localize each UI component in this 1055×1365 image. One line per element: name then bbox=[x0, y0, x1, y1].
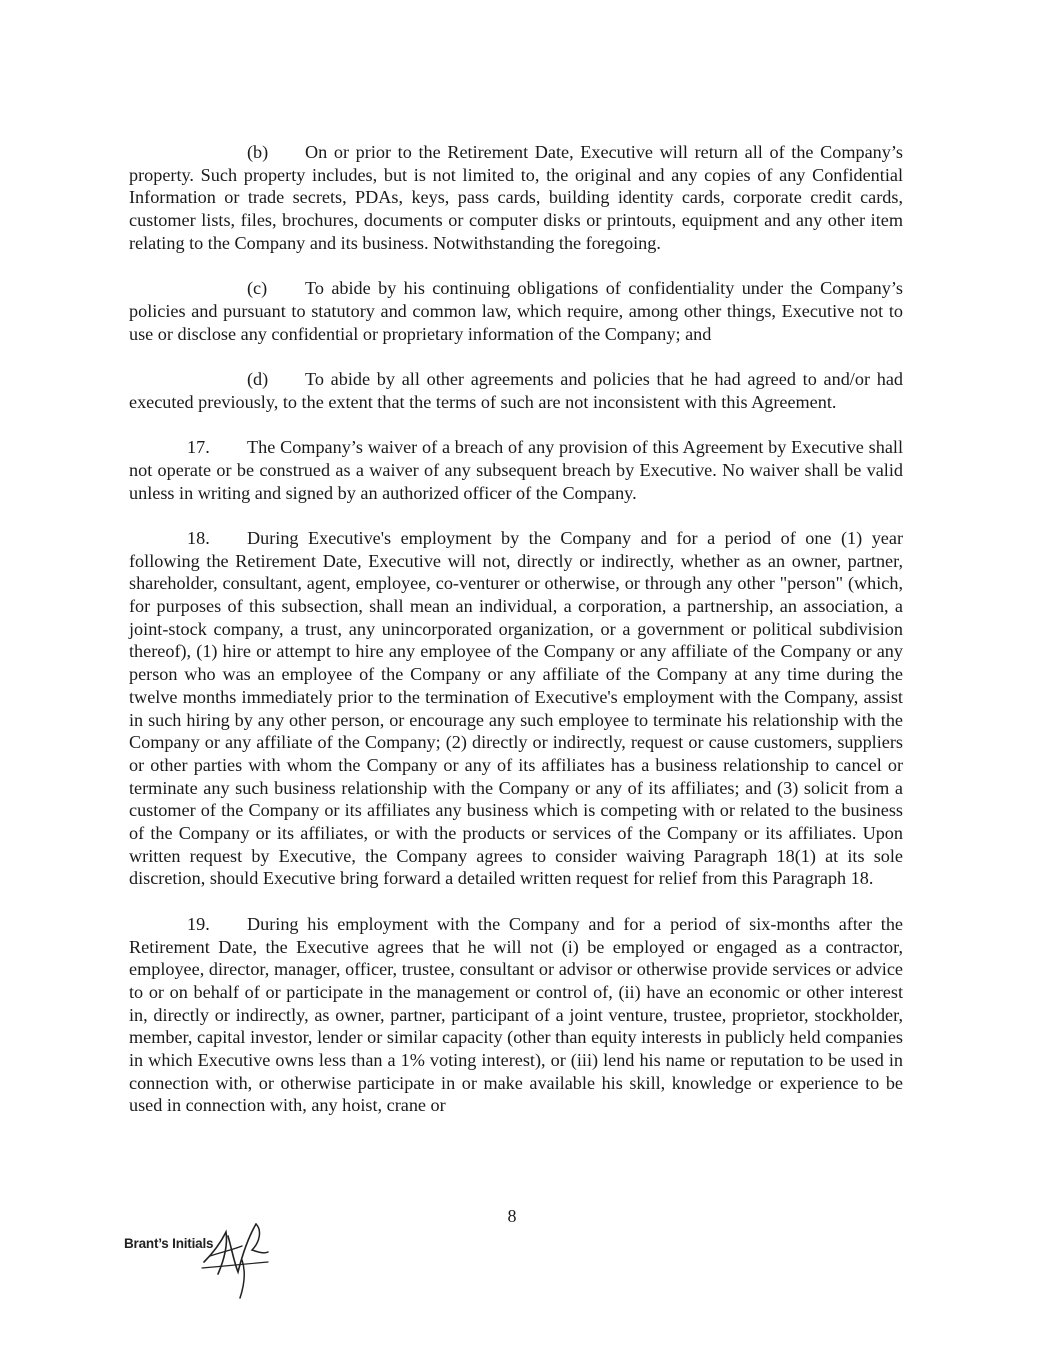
paragraph-label: (b) bbox=[247, 142, 269, 162]
paragraph-text: To abide by all other agreements and policies that he had agreed to and/or had executed previously, to the extent that the terms of such are not inconsistent with this Agreement. bbox=[129, 369, 903, 412]
paragraph-16d bbox=[129, 368, 903, 413]
paragraph-label: 19. bbox=[187, 913, 210, 934]
paragraph-16b bbox=[129, 141, 903, 255]
paragraph-text: On or prior to the Retirement Date, Executive will return all of the Company’s property. Such property includes, but is not limited to, the original and any copies of any Confidential Information or trade secrets, PDAs, keys, pass cards, building identity cards, corporate credit cards, customer lists, files, brochures, documents or computer disks or printouts, equipment and any other item relating to the Company and its business. Notwithstanding the foregoing. bbox=[129, 142, 903, 253]
paragraph-17 bbox=[129, 436, 903, 504]
page-number: 8 bbox=[507, 1206, 517, 1226]
paragraph-label: (d) bbox=[247, 369, 269, 389]
paragraph-label: (c) bbox=[247, 278, 268, 299]
handwritten-initials-signature bbox=[198, 1216, 278, 1300]
document-body bbox=[129, 141, 903, 1140]
paragraph-text: The Company’s waiver of a breach of any provision of this Agreement by Executive shall not operate or be construed as a waiver of any subsequent breach by Executive. No waiver shall be valid unless in writing and signed by an authorized officer of the Company. bbox=[129, 437, 903, 503]
initials-label: Brant’s Initials bbox=[124, 1236, 214, 1251]
paragraph-text: During his employment with the Company and for a period of six-months after the Retirement Date, the Executive agrees that he will not (i) be employed or engaged as a contractor, employee, director, manager, officer, trustee, consultant or advisor or otherwise provide services or advice to or on behalf of or participate in the management or control of, (ii) have an economic or other interest in, directly or indirectly, as owner, partner, participant of a joint venture, trustee, proprietor, stockholder, member, capital investor, lender or similar capacity (other than equity interests in publicly held companies in which Executive owns less than a 1% voting interest), or (iii) lend his name or reputation to be used in connection with, or otherwise participate in or make available his skill, knowledge or experience to be used in connection with, any hoist, crane or bbox=[129, 913, 903, 1116]
paragraph-text: During Executive's employment by the Company and for a period of one (1) year following the Retirement Date, Executive will not, directly or indirectly, whether as an owner, partner, shareholder, consultant, agent, employee, co-venturer or otherwise, or through any other "person" (which, for purposes of this subsection, shall mean an individual, a corporation, a partnership, an association, a joint-stock company, a trust, any unincorporated organization, or a government or political subdivision thereof), (1) hire or attempt to hire any employee of the Company or any affiliate of the Company or any person who was an employee of the Company or any affiliate of the Company at any time during the twelve months immediately prior to the termination of Executive's employment with the Company, assist in such hiring by any other person, or encourage any such employee to terminate his relationship with the Company or any affiliate of the Company; (2) directly or indirectly, request or cause customers, suppliers or other parties with whom the Company or any of its affiliates has a business relationship to cancel or terminate any such business relationship with the Company or any of its affiliates; and (3) solicit from a customer of the Company or its affiliates any business which is competing with or related to the business of the Company or its affiliates, or with the products or services of the Company or its affiliates. Upon written request by Executive, the Company agrees to consider waiving Paragraph 18(1) at its sole discretion, should Executive bring forward a detailed written request for relief from this Paragraph 18. bbox=[129, 527, 903, 889]
paragraph-18 bbox=[129, 527, 903, 890]
paragraph-19 bbox=[129, 913, 903, 1117]
paragraph-text: To abide by his continuing obligations of confidentiality under the Company’s policies and pursuant to statutory and common law, which require, among other things, Executive not to use or disclose any confidential or proprietary information of the Company; and bbox=[129, 278, 903, 344]
paragraph-label: 17. bbox=[187, 437, 210, 458]
paragraph-16c bbox=[129, 277, 903, 345]
paragraph-label: 18. bbox=[187, 527, 210, 548]
